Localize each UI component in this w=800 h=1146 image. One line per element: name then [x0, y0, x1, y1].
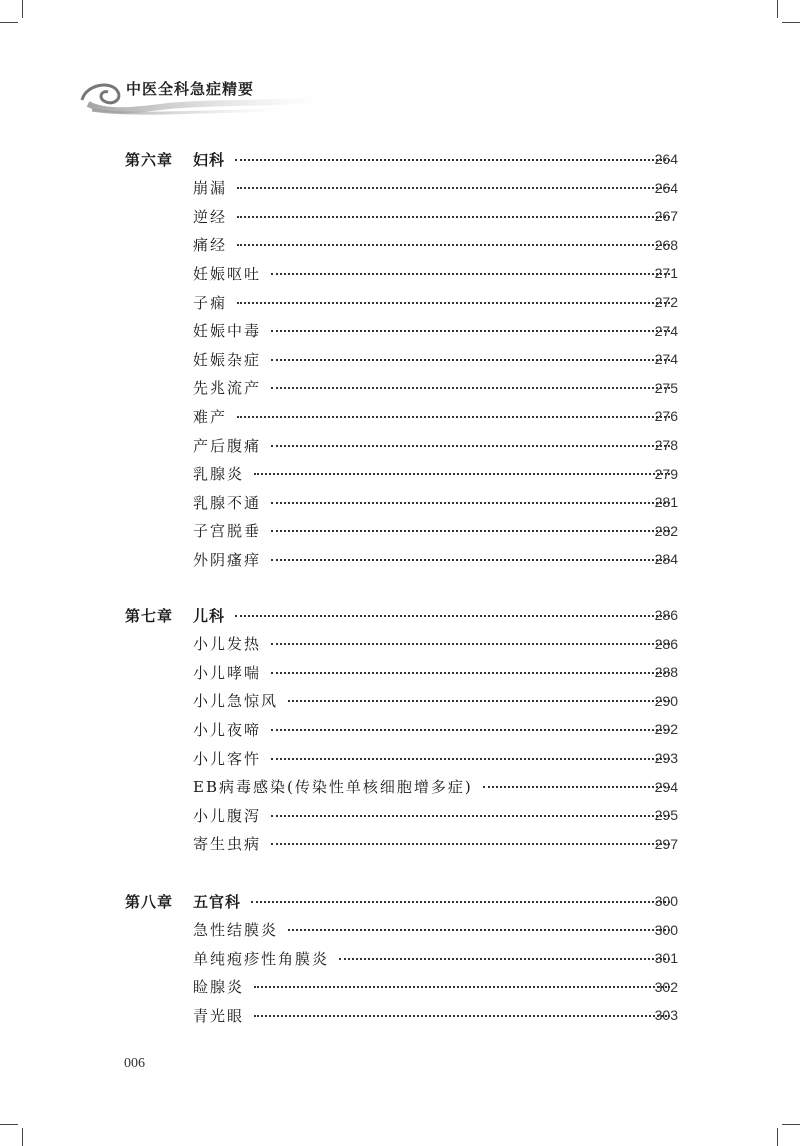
toc-entry[interactable] [0, 773, 800, 801]
chapter-row[interactable] [0, 145, 800, 173]
dot-leader [237, 186, 670, 189]
dot-leader [271, 642, 670, 645]
dot-leader [271, 842, 670, 845]
dot-leader [235, 614, 670, 617]
toc-entry[interactable] [0, 658, 800, 686]
dot-leader [237, 415, 670, 418]
dot-leader [271, 757, 670, 760]
entry-page-number: 279 [654, 465, 678, 482]
entry-page-number: 275 [654, 379, 678, 396]
chapter-title: 妇科 [193, 150, 226, 169]
entry-line [193, 948, 678, 969]
dot-leader [251, 900, 670, 903]
dot-leader [271, 529, 670, 532]
entry-title: 乳腺炎 [193, 465, 245, 484]
toc-entry[interactable] [0, 973, 800, 1001]
crop-mark [0, 1124, 18, 1125]
entry-title: 小儿腹泻 [193, 806, 262, 825]
entry-title: 单纯疱疹性角膜炎 [193, 949, 330, 968]
entry-page-number: 272 [654, 294, 678, 310]
entry-line [193, 234, 678, 255]
dot-leader [288, 699, 670, 702]
dot-leader [254, 985, 670, 988]
toc-entry[interactable] [0, 174, 800, 202]
entry-line [193, 435, 678, 456]
entry-page-number: 295 [654, 807, 678, 824]
entry-page-number: 288 [654, 664, 678, 681]
dot-leader [254, 472, 670, 475]
dot-leader [237, 215, 670, 218]
entry-title: 产后腹痛 [193, 436, 262, 455]
entry-line [193, 406, 678, 427]
entry-line [193, 919, 678, 940]
entry-title: 乳腺不通 [193, 493, 262, 512]
chapter-number: 第八章 [125, 892, 174, 911]
entry-title: 崩漏 [193, 179, 228, 198]
dot-leader [271, 329, 670, 332]
entry-title: 睑腺炎 [193, 978, 245, 997]
entry-title: 寄生虫病 [193, 835, 262, 854]
entry-title: 急性结膜炎 [193, 921, 279, 940]
dot-leader [235, 158, 670, 161]
entry-title: 小儿急惊风 [193, 692, 279, 711]
entry-line [193, 690, 678, 711]
toc-entry[interactable] [0, 1001, 800, 1029]
entry-page-number: 267 [654, 208, 678, 225]
entry-line [193, 976, 678, 997]
entry-title: 妊娠杂症 [193, 350, 262, 369]
toc-entry[interactable] [0, 517, 800, 545]
entry-line [193, 805, 678, 826]
entry-page-number: 271 [654, 265, 678, 282]
toc-entry[interactable] [0, 687, 800, 715]
entry-line [193, 833, 678, 854]
entry-line [193, 605, 678, 626]
dot-leader [271, 671, 670, 674]
entry-line [193, 520, 678, 541]
dot-leader [288, 928, 670, 931]
entry-title: 痛经 [193, 236, 228, 255]
crop-mark [777, 0, 778, 18]
toc-entry[interactable] [0, 231, 800, 259]
entry-line [193, 891, 678, 912]
chapter-number: 第七章 [125, 606, 174, 625]
entry-line [193, 549, 678, 570]
toc-entry[interactable] [0, 460, 800, 488]
entry-line [193, 719, 678, 740]
entry-line [193, 1005, 678, 1026]
dot-leader [339, 957, 670, 960]
dot-leader [271, 728, 670, 731]
entry-title: 先兆流产 [193, 379, 262, 398]
chapter-title: 儿科 [193, 606, 226, 625]
chapter-row[interactable] [0, 887, 800, 915]
entry-line [193, 320, 678, 341]
entry-title: 小儿夜啼 [193, 720, 262, 739]
entry-title: 小儿客忤 [193, 749, 262, 768]
crop-mark [22, 1128, 23, 1146]
entry-line [193, 149, 678, 170]
entry-title: 小儿哮喘 [193, 663, 262, 682]
toc-entry[interactable] [0, 431, 800, 459]
entry-page-number: 278 [654, 437, 678, 453]
entry-line [193, 177, 678, 198]
crop-mark [22, 0, 23, 18]
entry-page-number: 301 [654, 950, 678, 967]
book-title: 中医全科急症精要 [126, 80, 255, 98]
crop-mark [782, 22, 800, 23]
toc-entry[interactable] [0, 288, 800, 316]
toc-entry[interactable] [0, 317, 800, 345]
toc-entry[interactable] [0, 402, 800, 430]
entry-line [193, 349, 678, 370]
entry-page-number: 293 [654, 750, 678, 766]
toc-entry[interactable] [0, 830, 800, 858]
entry-line [193, 206, 678, 227]
toc-entry[interactable] [0, 744, 800, 772]
dot-leader [483, 785, 670, 788]
entry-title: 妊娠中毒 [193, 322, 262, 341]
entry-page-number: 302 [654, 978, 678, 995]
running-header [78, 70, 338, 118]
dot-leader [271, 272, 670, 275]
entry-title: 青光眼 [193, 1006, 245, 1025]
entry-title: 外阴瘙痒 [193, 550, 262, 569]
entry-page-number: 274 [654, 351, 678, 368]
entry-page-number: 282 [654, 522, 678, 539]
entry-page-number: 300 [654, 893, 678, 909]
entry-page-number: 286 [654, 635, 678, 652]
dot-leader [271, 558, 670, 561]
dot-leader [237, 301, 670, 304]
entry-title: 难产 [193, 407, 228, 426]
chapter-row[interactable] [0, 601, 800, 629]
entry-line [193, 377, 678, 398]
entry-page-number: 292 [654, 721, 678, 738]
page-number: 006 [124, 1056, 145, 1071]
toc-entry[interactable] [0, 630, 800, 658]
dot-leader [237, 243, 670, 246]
dot-leader [254, 1014, 670, 1017]
toc-entry[interactable] [0, 202, 800, 230]
entry-page-number: 294 [654, 778, 678, 795]
entry-title: 子宫脱垂 [193, 522, 262, 541]
entry-page-number: 300 [654, 921, 678, 938]
toc-entry[interactable] [0, 545, 800, 573]
entry-page-number: 297 [654, 835, 678, 852]
dot-leader [271, 501, 670, 504]
entry-page-number: 264 [654, 179, 678, 196]
entry-line [193, 662, 678, 683]
entry-page-number: 274 [654, 322, 678, 339]
dot-leader [271, 444, 670, 447]
toc-entry[interactable] [0, 374, 800, 402]
entry-title: 妊娠呕吐 [193, 264, 262, 283]
entry-line [193, 463, 678, 484]
entry-page-number: 286 [654, 607, 678, 623]
toc-entry[interactable] [0, 944, 800, 972]
dot-leader [271, 814, 670, 817]
entry-page-number: 281 [654, 494, 678, 511]
entry-line [193, 292, 678, 313]
entry-line [193, 748, 678, 769]
entry-line [193, 776, 678, 797]
entry-title: 小儿发热 [193, 635, 262, 654]
toc-entry[interactable] [0, 801, 800, 829]
toc-entry[interactable] [0, 259, 800, 287]
entry-page-number: 268 [654, 236, 678, 253]
entry-page-number: 303 [654, 1007, 678, 1024]
toc-entry[interactable] [0, 916, 800, 944]
chapter-title: 五官科 [193, 892, 242, 911]
entry-page-number: 276 [654, 408, 678, 425]
crop-mark [0, 22, 18, 23]
entry-line [193, 492, 678, 513]
entry-page-number: 264 [654, 151, 678, 167]
entry-page-number: 290 [654, 692, 678, 709]
toc-entry[interactable] [0, 488, 800, 516]
toc-entry[interactable] [0, 715, 800, 743]
entry-title: 逆经 [193, 207, 228, 226]
dot-leader [271, 386, 670, 389]
entry-title: EB病毒感染(传染性单核细胞增多症) [193, 778, 473, 797]
crop-mark [782, 1124, 800, 1125]
entry-title: 子痫 [193, 293, 228, 312]
chapter-number: 第六章 [125, 150, 174, 169]
crop-mark [777, 1128, 778, 1146]
entry-line [193, 263, 678, 284]
entry-line [193, 633, 678, 654]
toc-entry[interactable] [0, 345, 800, 373]
entry-page-number: 284 [654, 551, 678, 568]
dot-leader [271, 358, 670, 361]
